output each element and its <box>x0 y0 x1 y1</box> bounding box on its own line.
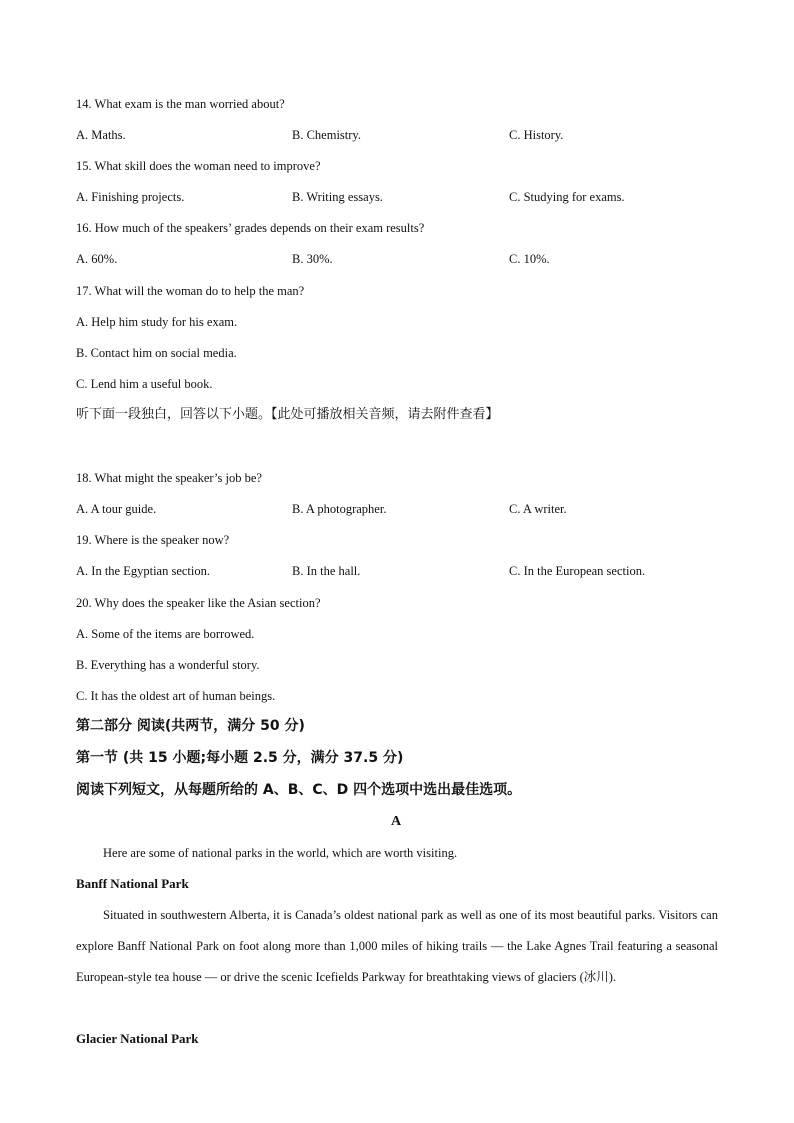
q16-option-b: B. 30%. <box>292 252 333 266</box>
reading-instruction: 阅读下列短文，从每题所给的 A、B、C、D 四个选项中选出最佳选项。 <box>76 782 522 798</box>
q19-option-b: B. In the hall. <box>292 564 361 578</box>
q20-option-b: B. Everything has a wonderful story. <box>76 658 260 672</box>
q18-stem: 18. What might the speaker’s job be? <box>76 471 262 485</box>
glacier-heading: Glacier National Park <box>76 1031 199 1046</box>
passage-intro: Here are some of national parks in the world, which are worth visiting. <box>103 846 458 860</box>
q17-option-c: C. Lend him a useful book. <box>76 377 213 391</box>
q14-option-c: C. History. <box>509 128 564 142</box>
banff-heading: Banff National Park <box>76 876 189 891</box>
q20-option-a: A. Some of the items are borrowed. <box>76 627 255 641</box>
banff-paragraph: Situated in southwestern Alberta, it is Canada’s oldest national park as well as one of its most beautiful parks. Visitors can explore Banff National Park on foot along more than 1,000 miles of hiking trails — the Lake Agnes Trail featuring a seasonal European-style tea house — or drive the scenic Icefields Parkway for breathtaking views of glaciers (冰川). <box>76 908 718 984</box>
q19-option-a: A. In the Egyptian section. <box>76 564 210 578</box>
q17-stem: 17. What will the woman do to help the man? <box>76 284 305 298</box>
part2-title: 第二部分 阅读(共两节，满分 50 分) <box>76 718 305 734</box>
q18-option-a: A. A tour guide. <box>76 502 157 516</box>
q15-option-c: C. Studying for exams. <box>509 190 625 204</box>
q17-option-a: A. Help him study for his exam. <box>76 315 238 329</box>
q14-stem: 14. What exam is the man worried about? <box>76 97 285 111</box>
q16-option-c: C. 10%. <box>509 252 550 266</box>
q16-option-a: A. 60%. <box>76 252 118 266</box>
q19-stem: 19. Where is the speaker now? <box>76 533 230 547</box>
q14-option-a: A. Maths. <box>76 128 126 142</box>
q18-option-b: B. A photographer. <box>292 502 387 516</box>
section1-title: 第一节 (共 15 小题;每小题 2.5 分，满分 37.5 分) <box>76 750 404 766</box>
q15-option-b: B. Writing essays. <box>292 190 383 204</box>
q15-option-a: A. Finishing projects. <box>76 190 185 204</box>
passage-label: A <box>391 814 402 829</box>
monologue-instruction: 听下面一段独白，回答以下小题。【此处可播放相关音频，请去附件查看】 <box>76 407 499 422</box>
q18-option-c: C. A writer. <box>509 502 567 516</box>
q19-option-c: C. In the European section. <box>509 564 646 578</box>
q15-stem: 15. What skill does the woman need to improve? <box>76 159 321 173</box>
q17-option-b: B. Contact him on social media. <box>76 346 237 360</box>
q20-stem: 20. Why does the speaker like the Asian section? <box>76 596 321 610</box>
q16-stem: 16. How much of the speakers’ grades depends on their exam results? <box>76 221 425 235</box>
q14-option-b: B. Chemistry. <box>292 128 361 142</box>
q20-option-c: C. It has the oldest art of human beings. <box>76 689 276 703</box>
